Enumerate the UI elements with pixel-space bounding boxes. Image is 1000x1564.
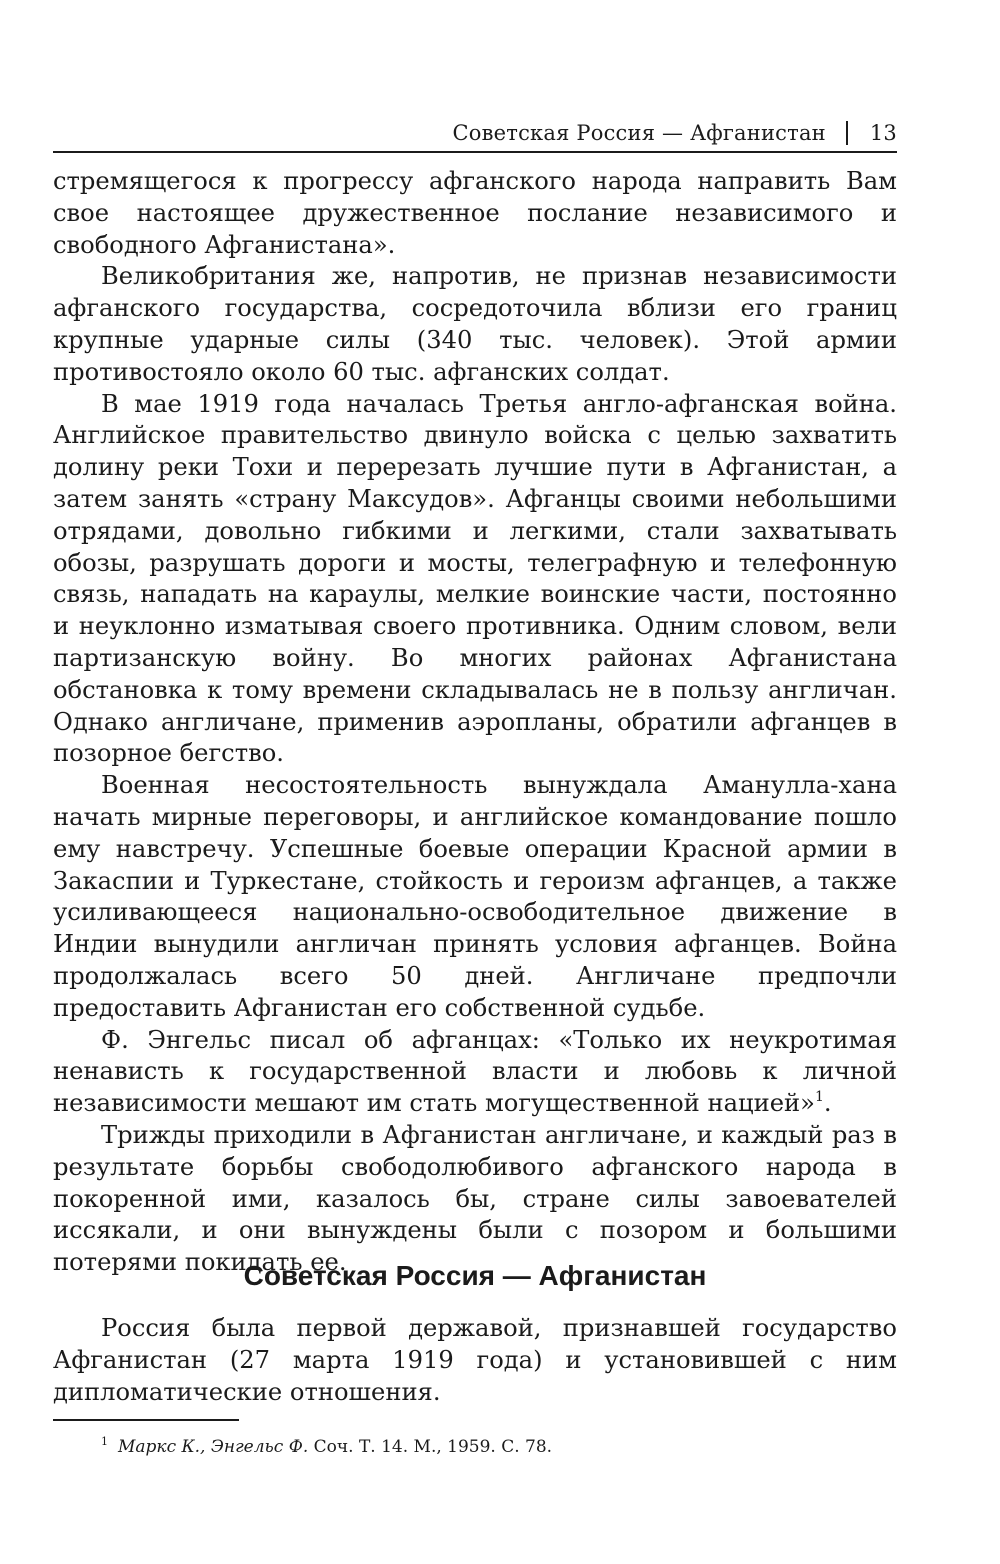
- header-rule: [53, 151, 897, 153]
- footnote-authors: Маркс К., Энгельс Ф.: [118, 1437, 309, 1457]
- section-paragraph: Россия была первой державой, признавшей государство Афганистан (27 марта 1919 года) и установившей с ним дипломатические отношения.: [53, 1314, 897, 1406]
- section-title: Советская Россия — Афганистан: [243, 1260, 707, 1291]
- footnote: [101, 1430, 552, 1459]
- paragraph-1: стремящегося к прогрессу афганского народа направить Вам свое настоящее дружественное послание независимого и свободного Афганистана».: [53, 167, 897, 259]
- running-title: Советская Россия — Афганистан: [452, 121, 826, 145]
- paragraph-6: Трижды приходили в Афганистан англичане, и каждый раз в результате борьбы свободолюбивого афганского народа в покоренной ими, казалось бы, стране силы завоевателей иссякали, и они вынуждены были с позором и большими потерями покидать ее.: [53, 1120, 897, 1277]
- running-header: [453, 117, 897, 149]
- footnote-reference: 1: [814, 1089, 824, 1106]
- paragraph-5: Ф. Энгельс писал об афганцах: «Только их неукротимая ненависть к государственной власти и любовь к личной независимости мешают им стать могущественной нацией»$^1$.: [53, 1025, 897, 1118]
- page-number: 13: [869, 121, 897, 145]
- footnote-rule: [53, 1419, 239, 1421]
- footnote-citation: Соч. Т. 14. М., 1959. С. 78.: [313, 1437, 553, 1457]
- section-text: [53, 1313, 897, 1408]
- footnote-number: 1: [101, 1435, 108, 1448]
- body-text: [53, 166, 897, 1279]
- paragraph-3: В мае 1919 года началась Третья англо-афганская война. Английское правительство двинуло войска с целью захватить долину реки Тохи и перерезать лучшие пути в Афганистан, а затем занять «страну Максудов». Афганцы своими небольшими отрядами, довольно гибкими и легкими, стали захватывать обозы, разрушать дороги и мосты, телеграфную и телефонную связь, нападать на караулы, мелкие воинские части, постоянно и неуклонно изматывая своего противника. Одним словом, вели партизанскую войну. Во многих районах Афганистана обстановка к тому времени складывалась не в пользу англичан. Однако англичане, применив аэропланы, обратили афганцев в позорное бегство.: [53, 389, 897, 768]
- header-separator: [846, 121, 848, 145]
- engels-quote: Ф. Энгельс писал об афганцах: «Только их неукротимая ненависть к государственной власти и любовь к личной независимости мешают им стать могущественной нацией»: [53, 1025, 897, 1118]
- paragraph-4: Военная несостоятельность вынуждала Аманулла-хана начать мирные переговоры, и английское командование пошло ему навстречу. Успешные боевые операции Красной армии в Закаспии и Туркестане, стойкость и героизм афганцев, а также усиливающееся национально-освободительное движение в Индии вынудили англичан принять условия афганцев. Война продолжалась всего 50 дней. Англичане предпочли предоставить Афганистан его собственной судьбе.: [53, 771, 897, 1022]
- book-page: [53, 0, 897, 1564]
- paragraph-2: Великобритания же, напротив, не признав независимости афганского государства, сосредоточила вблизи его границ крупные ударные силы (340 тыс. человек). Этой армии противостояло около 60 тыс. афганских солдат.: [53, 262, 897, 386]
